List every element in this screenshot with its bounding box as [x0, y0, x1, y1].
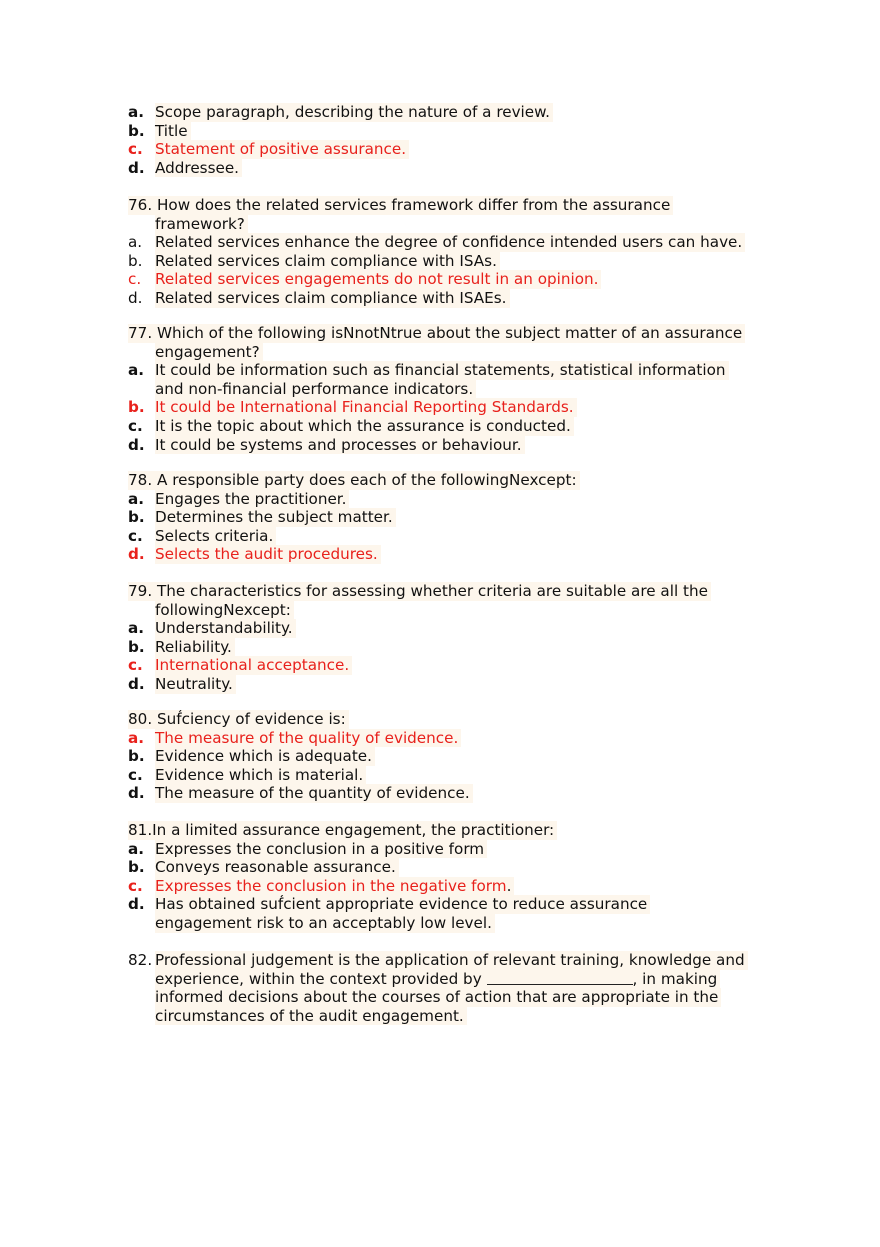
option-c-period: . — [506, 876, 512, 895]
question-text-cont: engagement? — [128, 343, 788, 362]
option-c: c. Evidence which is material. — [128, 766, 788, 785]
question-text: 78. A responsible party does each of the followingNexcept: — [128, 471, 788, 490]
option-a: a. Expresses the conclusion in a positive form — [128, 840, 788, 859]
option-d: d. Addressee. — [128, 159, 788, 178]
option-c-correct: c. Expresses the conclusion in the negative form. — [128, 877, 788, 896]
option-c-correct: c. International acceptance. — [128, 656, 788, 675]
question-81 — [128, 821, 788, 933]
option-b: b. Reliability. — [128, 638, 788, 657]
option-a: a. It could be information such as financial statements, statistical information — [128, 361, 788, 380]
text-before-blank: experience, within the context provided by — [155, 969, 487, 988]
option-d: d. Neutrality. — [128, 675, 788, 694]
question-text: 82. Professional judgement is the application of relevant training, knowledge and — [128, 951, 788, 970]
question-text-cont: informed decisions about the courses of action that are appropriate in the — [128, 988, 788, 1007]
option-d-cont: engagement risk to an acceptably low level. — [128, 914, 788, 933]
question-text: 76. How does the related services framework differ from the assurance — [128, 196, 788, 215]
option-b-correct: b. It could be International Financial Reporting Standards. — [128, 398, 788, 417]
question-82 — [128, 951, 788, 1025]
question-text: 77. Which of the following isNnotNtrue about the subject matter of an assurance — [128, 324, 788, 343]
question-text: 80. Suf́ciency of evidence is: — [128, 710, 788, 729]
option-d: d. Has obtained suf́cient appropriate evidence to reduce assurance — [128, 895, 788, 914]
option-b: b. Evidence which is adequate. — [128, 747, 788, 766]
option-d: d. Related services claim compliance with ISAEs. — [128, 289, 788, 308]
option-c-correct: c. Statement of positive assurance. — [128, 140, 788, 159]
option-d-correct: d. Selects the audit procedures. — [128, 545, 788, 564]
question-80 — [128, 710, 788, 803]
question-text-cont — [128, 970, 788, 989]
question-75-options — [128, 103, 788, 177]
option-a-correct: a. The measure of the quality of evidence. — [128, 729, 788, 748]
question-text: 79. The characteristics for assessing whether criteria are suitable are all the — [128, 582, 788, 601]
question-text-cont: framework? — [128, 215, 788, 234]
fill-in-blank — [487, 971, 633, 985]
option-a-cont: and non-financial performance indicators. — [128, 380, 788, 399]
option-a: a. Related services enhance the degree of confidence intended users can have. — [128, 233, 788, 252]
option-c: c. It is the topic about which the assurance is conducted. — [128, 417, 788, 436]
question-text: 81.In a limited assurance engagement, the practitioner: — [128, 821, 788, 840]
option-b: b. Related services claim compliance with ISAs. — [128, 252, 788, 271]
question-78 — [128, 471, 788, 564]
option-b: b. Title — [128, 122, 788, 141]
option-a: a. Engages the practitioner. — [128, 490, 788, 509]
option-c: c. Selects criteria. — [128, 527, 788, 546]
question-79 — [128, 582, 788, 694]
option-d: d. It could be systems and processes or behaviour. — [128, 436, 788, 455]
option-a: a. Understandability. — [128, 619, 788, 638]
option-a: a. Scope paragraph, describing the nature of a review. — [128, 103, 788, 122]
option-c-correct: c. Related services engagements do not result in an opinion. — [128, 270, 788, 289]
option-b: b. Conveys reasonable assurance. — [128, 858, 788, 877]
text-after-blank: , in making — [632, 969, 718, 988]
option-c-text: Expresses the conclusion in the negative form — [155, 876, 507, 895]
option-b: b. Determines the subject matter. — [128, 508, 788, 527]
question-77 — [128, 324, 788, 454]
question-text-cont: followingNexcept: — [128, 601, 788, 620]
question-76 — [128, 196, 788, 308]
option-d: d. The measure of the quantity of evidence. — [128, 784, 788, 803]
question-text-cont: circumstances of the audit engagement. — [128, 1007, 788, 1026]
